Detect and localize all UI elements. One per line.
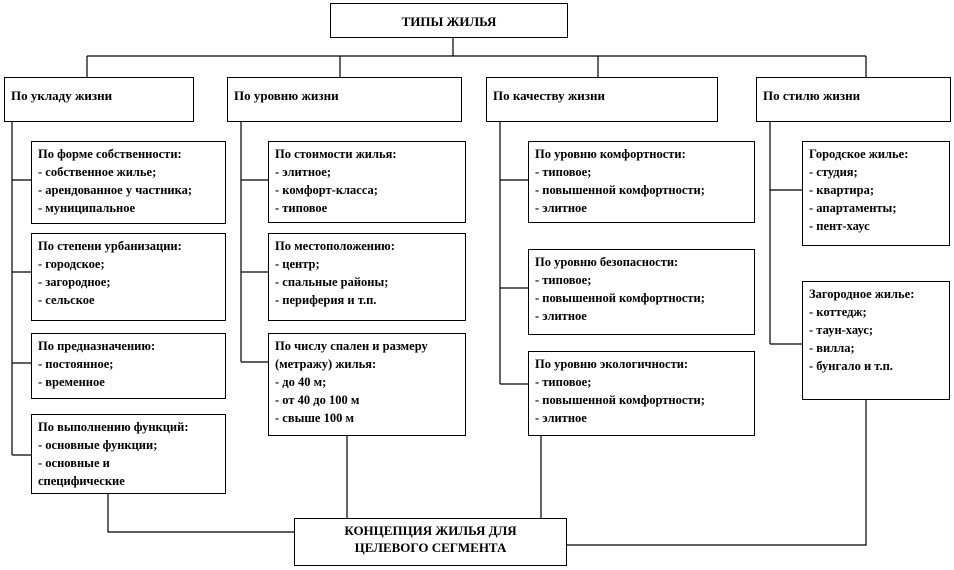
title-box xyxy=(330,3,568,38)
list-item: - вилла; xyxy=(809,341,855,355)
urban-housing-box xyxy=(802,141,950,246)
ecology-level-box xyxy=(528,351,755,436)
list-item: - свыше 100 м xyxy=(275,411,354,425)
box-heading: По уровню комфортности: xyxy=(535,147,686,161)
list-item: - типовое; xyxy=(535,165,592,179)
list-item: - до 40 м; xyxy=(275,375,327,389)
list-item: - от 40 до 100 м xyxy=(275,393,360,407)
category-label: По качеству жизни xyxy=(493,88,605,103)
list-item: - типовое; xyxy=(535,375,592,389)
box-heading: По предназначению: xyxy=(38,339,156,353)
box-heading: По форме собственности: xyxy=(38,147,182,161)
list-item: - основные и специфические xyxy=(38,456,125,488)
title-text: ТИПЫ ЖИЛЬЯ xyxy=(401,14,497,29)
location-box xyxy=(268,233,466,321)
list-item: - студия; xyxy=(809,165,858,179)
list-item: - спальные районы; xyxy=(275,275,389,289)
list-item: - элитное xyxy=(535,309,587,323)
list-item: - коттедж; xyxy=(809,305,867,319)
box-heading: По уровню экологичности: xyxy=(535,357,689,371)
category-lifestyle-way xyxy=(4,77,194,122)
list-item: - загородное; xyxy=(38,275,111,289)
suburban-housing-box xyxy=(802,281,950,400)
list-item: - типовое; xyxy=(535,273,592,287)
urbanization-box xyxy=(31,233,226,321)
box-heading: По числу спален и размеру (метражу) жилья: xyxy=(275,339,428,371)
box-heading: Загородное жилье: xyxy=(809,287,915,301)
list-item: - центр; xyxy=(275,257,320,271)
list-item: - постоянное; xyxy=(38,357,114,371)
box-heading: По уровню безопасности: xyxy=(535,255,679,269)
list-item: - повышенной комфортности; xyxy=(535,393,705,407)
list-item: - таун-хаус; xyxy=(809,323,874,337)
list-item: - основные функции; xyxy=(38,438,158,452)
list-item: - апартаменты; xyxy=(809,201,897,215)
list-item: - временное xyxy=(38,375,105,389)
final-line-2: ЦЕЛЕВОГО СЕГМЕНТА xyxy=(354,540,507,555)
box-heading: По выполнению функций: xyxy=(38,420,189,434)
list-item: - повышенной комфортности; xyxy=(535,183,705,197)
functions-box xyxy=(31,414,226,494)
purpose-box xyxy=(31,333,226,399)
list-item: - городское; xyxy=(38,257,105,271)
list-item: - квартира; xyxy=(809,183,874,197)
box-heading: Городское жилье: xyxy=(809,147,909,161)
list-item: - типовое xyxy=(275,201,328,215)
ownership-form-box xyxy=(31,141,226,224)
final-line-1: КОНЦЕПЦИЯ ЖИЛЬЯ ДЛЯ xyxy=(344,523,517,538)
list-item: - пент-хаус xyxy=(809,219,870,233)
list-item: - периферия и т.п. xyxy=(275,293,377,307)
category-label: По уровню жизни xyxy=(234,88,339,103)
box-heading: По стоимости жилья: xyxy=(275,147,397,161)
list-item: - комфорт-класса; xyxy=(275,183,378,197)
list-item: - элитное xyxy=(535,411,587,425)
bedrooms-size-box xyxy=(268,333,466,436)
category-lifestyle xyxy=(756,77,951,122)
category-label: По укладу жизни xyxy=(11,88,113,103)
box-heading: По местоположению: xyxy=(275,239,395,253)
category-living-standard xyxy=(227,77,462,122)
list-item: - элитное xyxy=(535,201,587,215)
safety-level-box xyxy=(528,249,755,335)
list-item: - арендованное у частника; xyxy=(38,183,193,197)
list-item: - бунгало и т.п. xyxy=(809,359,893,373)
list-item: - сельское xyxy=(38,293,95,307)
list-item: - муниципальное xyxy=(38,201,136,215)
housing-cost-box xyxy=(268,141,466,223)
category-life-quality xyxy=(486,77,718,122)
comfort-level-box xyxy=(528,141,755,223)
target-segment-concept-box xyxy=(294,518,567,566)
list-item: - собственное жилье; xyxy=(38,165,157,179)
list-item: - повышенной комфортности; xyxy=(535,291,705,305)
box-heading: По степени урбанизации: xyxy=(38,239,182,253)
category-label: По стилю жизни xyxy=(763,88,861,103)
list-item: - элитное; xyxy=(275,165,331,179)
